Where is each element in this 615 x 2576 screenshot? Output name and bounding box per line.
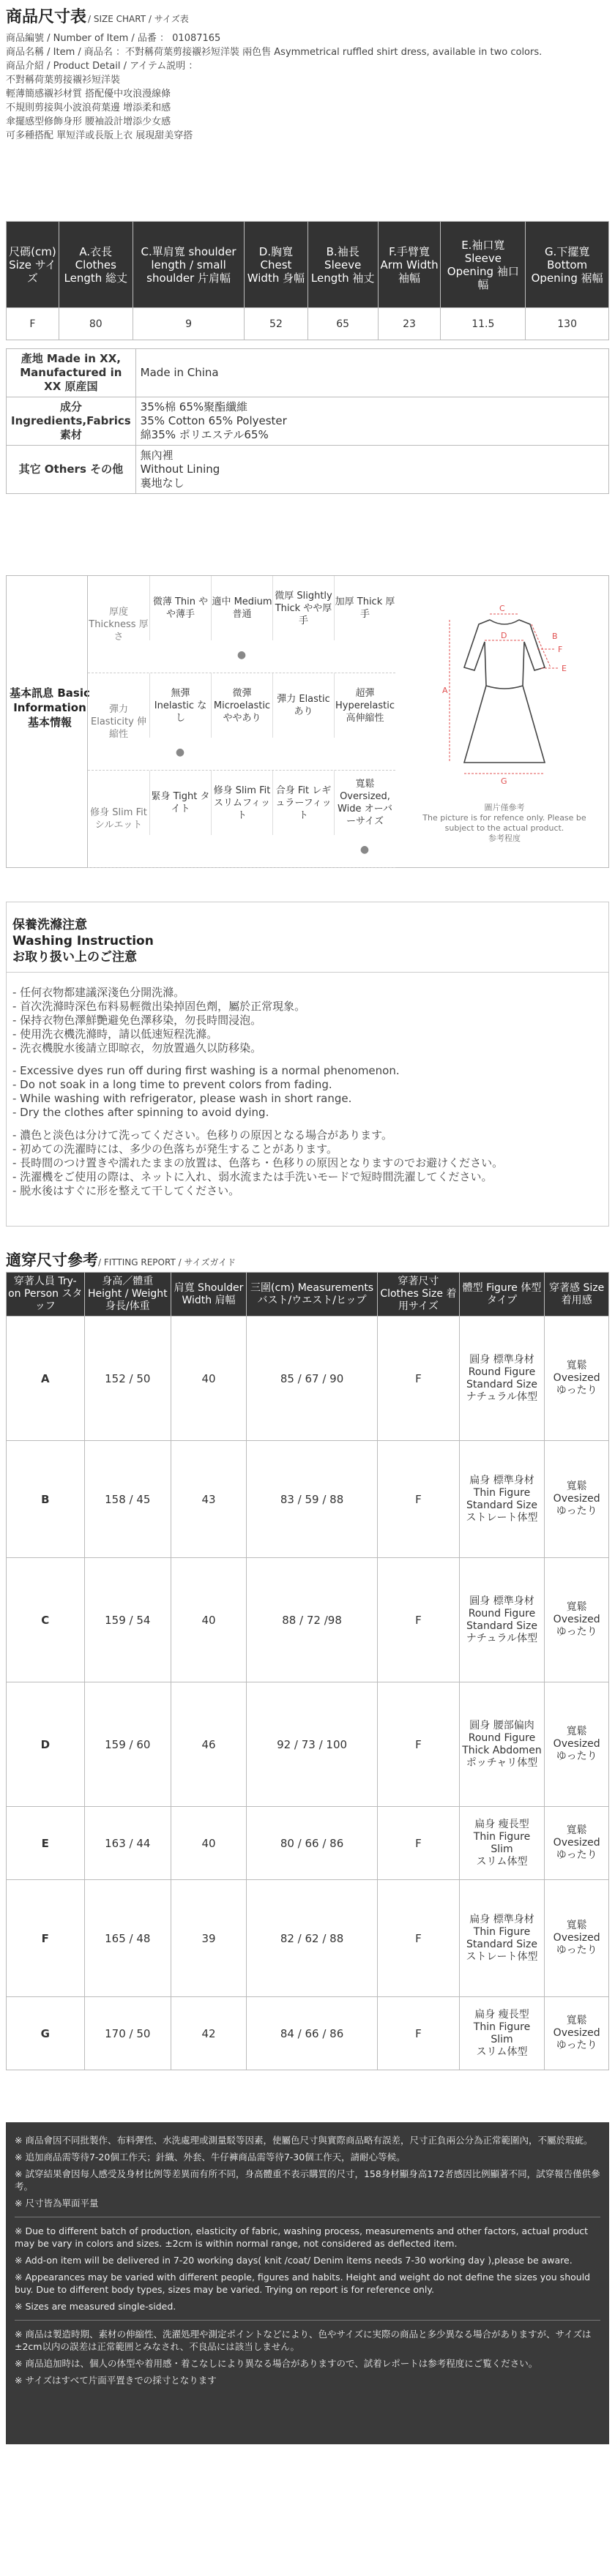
basic-info-option: 微厚 Slightly Thick やや厚手 xyxy=(272,576,334,640)
measurements: 85 / 67 / 90 xyxy=(247,1317,378,1441)
size-chart-title: 商品尺寸表 xyxy=(6,8,87,26)
fitting-row xyxy=(7,1317,609,1441)
size-chart-header: D.胸寬 Chest Width 身幅 xyxy=(245,222,308,308)
note-line: ※ 試穿結果會因每人感受及身材比例等差異而有所不同，身高體重不表示購買的尺寸，158身材顯身高172者感因比例顯著不同，試穿報告僅供參考。 xyxy=(15,2168,600,2192)
size-chart-cell: 80 xyxy=(59,308,133,340)
fitting-header: 身高／體重 Height / Weight 身長/体重 xyxy=(84,1273,171,1317)
basic-info-row-name: 彈力 Elasticity 伸縮性 xyxy=(91,703,146,740)
shoulder-width: 43 xyxy=(171,1441,247,1558)
note-line: ※ Appearances may be varied with different people, figures and habits. Height and weight do not define the sizes you should buy. Due to different body types, sizes may be varied. Trying on report is for reference only. xyxy=(15,2272,591,2295)
washing-body xyxy=(7,973,608,1211)
garment-diagram xyxy=(417,598,592,844)
washing-line: - 脱水後はすぐに形を整えて干してください。 xyxy=(12,1184,240,1197)
washing-line: - 保持衣物色澤鮮艷避免色澤移染，勿長時間浸泡。 xyxy=(12,1014,262,1027)
description-line: 不對稱荷葉剪接襯衫短洋裝 xyxy=(6,75,121,86)
note-line: ※ 商品は製造時期、素材の伸縮性、洗濯処理や測定ポイントなどにより、色やサイズに実際の商品と多少異なる場合がありますが、サイズは±2cm以内の誤差は正常範囲とみなされ、不良品には該当しません。 xyxy=(15,2329,592,2352)
measurements: 80 / 66 / 86 xyxy=(247,1807,378,1880)
product-extra-table xyxy=(6,348,609,494)
size-chart-cell: 65 xyxy=(308,308,378,340)
extra-row xyxy=(7,349,609,397)
basic-info-option: 微薄 Thin やや薄手 xyxy=(149,576,211,640)
wearing-feel: 寬鬆 Ovesized ゆったり xyxy=(545,1682,609,1807)
washing-line: - 濃色と淡色は分けて洗ってください。色移りの原因となる場合があります。 xyxy=(12,1128,392,1142)
wearing-feel: 寬鬆 Ovesized ゆったり xyxy=(545,1807,609,1880)
washing-line: - 任何衣物都建議深淺色分開洗滌。 xyxy=(12,986,185,999)
extra-value: 35%棉 65%聚酯纖維 35% Cotton 65% Polyester 綿35% ポリエステル65% xyxy=(135,397,608,446)
height-weight: 163 / 44 xyxy=(84,1807,171,1880)
height-weight: 152 / 50 xyxy=(84,1317,171,1441)
basic-info-option: 彈力 Elastic あり xyxy=(272,673,334,738)
fitting-report-heading xyxy=(6,1248,236,1270)
svg-text:C: C xyxy=(499,604,505,613)
clothes-size: F xyxy=(378,1880,460,1997)
fitting-header: 肩寬 Shoulder Width 肩幅 xyxy=(171,1273,247,1317)
person-letter: C xyxy=(7,1558,85,1682)
person-letter: A xyxy=(7,1317,85,1441)
washing-line: - 首次洗滌時深色布料易輕微出染掉固色劑，屬於正常現象。 xyxy=(12,1000,306,1013)
description-line: 輕薄簡感襯衫材質 搭配優中攻浪漫線條 xyxy=(6,89,171,100)
basic-info-option: 緊身 Tight タイト xyxy=(149,771,211,835)
size-chart-header: F.手臂寬 Arm Width 袖幅 xyxy=(378,222,441,308)
fitting-row xyxy=(7,1997,609,2070)
diagram-note: 圖片僅參考 The picture is for refence only. Please be subject to the actual product. 参考程度 xyxy=(422,803,586,843)
svg-text:F: F xyxy=(558,645,563,654)
note-line: ※ Due to different batch of production, elasticity of fabric, washing process, measurements and other factors, actual product may be vary in colors and sizes. ±2cm is within normal range, not considered as deflected item. xyxy=(15,2225,589,2249)
basic-info-row-name: 厚度 Thickness 厚さ xyxy=(89,606,149,643)
fitting-header: 穿著人員 Try-on Person スタッフ xyxy=(7,1273,85,1317)
wearing-feel: 寬鬆 Ovesized ゆったり xyxy=(545,1441,609,1558)
clothes-size: F xyxy=(378,1807,460,1880)
size-chart-body xyxy=(7,308,609,340)
fitting-header: 三圍(cm) Measurements バスト/ウエスト/ヒップ xyxy=(247,1273,378,1317)
product-info xyxy=(6,4,609,143)
basic-info-option: 加厚 Thick 厚手 xyxy=(334,576,395,640)
size-chart-header: E.袖口寬 Sleeve Opening 袖口幅 xyxy=(441,222,526,308)
size-chart-header-row xyxy=(7,222,609,308)
washing-line: - Do not soak in a long time to prevent colors from fading. xyxy=(12,1078,332,1091)
basic-info-option: 超彈 Hyperelastic 高伸縮性 xyxy=(334,673,395,738)
size-chart-cell: F xyxy=(7,308,59,340)
washing-title: 保養洗滌注意 Washing Instruction お取り扱い上のご注意 xyxy=(7,902,608,973)
extra-row xyxy=(7,446,609,494)
fitting-row xyxy=(7,1880,609,1997)
height-weight: 159 / 60 xyxy=(84,1682,171,1807)
basic-info-row xyxy=(88,673,395,771)
person-letter: D xyxy=(7,1682,85,1807)
extra-row xyxy=(7,397,609,446)
figure-type: 扁身 標準身材 Thin Figure Standard Size ストレート体型 xyxy=(459,1880,545,1997)
basic-info-row xyxy=(88,576,395,673)
size-chart-subtitle: / SIZE CHART / サイズ表 xyxy=(88,14,189,24)
note-line: ※ サイズはすべて片面平置きでの採寸となります xyxy=(15,2375,217,2386)
selected-dot-icon: ● xyxy=(359,844,370,855)
size-chart-header: A.衣長 Clothes Length 総丈 xyxy=(59,222,133,308)
height-weight: 165 / 48 xyxy=(84,1880,171,1997)
wearing-feel: 寬鬆 Ovesized ゆったり xyxy=(545,1880,609,1997)
note-line: ※ 追加商品需等待7-20個工作天；針織、外套、牛仔褲商品需等待7-30個工作天，請耐心等候。 xyxy=(15,2152,406,2163)
measurements: 88 / 72 /98 xyxy=(247,1558,378,1682)
size-chart-header: G.下擺寬 Bottom Opening 裾幅 xyxy=(526,222,609,308)
description-line: 商品名稱 / Item / 商品名 ：不對稱荷葉剪接襯衫短洋裝 兩色售 Asymmetrical ruffled shirt dress, available in two colors. xyxy=(6,47,543,58)
clothes-size: F xyxy=(378,1558,460,1682)
measurements: 82 / 62 / 88 xyxy=(247,1880,378,1997)
basic-info-grid xyxy=(87,576,395,867)
person-letter: E xyxy=(7,1807,85,1880)
size-chart-header: 尺碼(cm) Size サイズ xyxy=(7,222,59,308)
basic-info-label: 基本訊息 Basic Information 基本情報 xyxy=(10,686,90,729)
shoulder-width: 40 xyxy=(171,1807,247,1880)
extra-value: Made in China xyxy=(135,349,608,397)
size-chart-cell: 9 xyxy=(133,308,245,340)
figure-type: 圓身 標準身材 Round Figure Standard Size ナチュラル体型 xyxy=(459,1558,545,1682)
figure-type: 圓身 腰部偏肉 Round Figure Thick Abdomen ポッチャリ体型 xyxy=(459,1682,545,1807)
basic-info-option: 合身 Fit レギュラーフィット xyxy=(272,771,334,835)
wearing-feel: 寬鬆 Ovesized ゆったり xyxy=(545,1558,609,1682)
figure-type: 扁身 標準身材 Thin Figure Standard Size ストレート体型 xyxy=(459,1441,545,1558)
washing-instruction xyxy=(6,902,609,1227)
selected-dot-icon: ● xyxy=(236,649,247,661)
basic-info-row xyxy=(88,771,395,868)
note-line: ※ Add-on item will be delivered in 7-20 working days( knit /coat/ Denim items needs 7-30 working day ),please be aware. xyxy=(15,2255,573,2266)
size-chart-table xyxy=(6,221,609,340)
product-description xyxy=(6,31,609,143)
svg-text:D: D xyxy=(501,631,507,640)
description-line: 傘擺感型修飾身形 腰袖設計增添少女感 xyxy=(6,116,171,127)
size-chart-cell: 52 xyxy=(245,308,308,340)
fitting-report-subtitle: / FITTING REPORT / サイズガイド xyxy=(98,1257,236,1268)
basic-info-option: 修身 Slim Fit スリムフィット xyxy=(211,771,272,835)
extra-head: 產地 Made in XX, Manufactured in XX 原産国 xyxy=(7,349,136,397)
person-letter: B xyxy=(7,1441,85,1558)
basic-info-option: 適中 Medium 普通 xyxy=(211,576,272,640)
shoulder-width: 42 xyxy=(171,1997,247,2070)
extra-value: 無內裡 Without Lining 裏地なし xyxy=(135,446,608,494)
wearing-feel: 寬鬆 Ovesized ゆったり xyxy=(545,1997,609,2070)
washing-line: - Excessive dyes run off during first washing is a normal phenomenon. xyxy=(12,1064,400,1077)
selected-dot-icon: ● xyxy=(175,746,185,758)
fitting-header: 穿著尺寸 Clothes Size 着用サイズ xyxy=(378,1273,460,1317)
measurements: 84 / 66 / 86 xyxy=(247,1997,378,2070)
extra-head: 其它 Others その他 xyxy=(7,446,136,494)
fitting-header: 穿著感 Size 着用感 xyxy=(545,1273,609,1317)
clothes-size: F xyxy=(378,1317,460,1441)
description-line: 商品編號 / Number of Item / 品番 ： 01087165 xyxy=(6,33,221,44)
size-chart-cell: 23 xyxy=(378,308,441,340)
description-line: 可多種搭配 單短洋或長版上衣 展現甜美穿搭 xyxy=(6,130,193,141)
height-weight: 158 / 45 xyxy=(84,1441,171,1558)
fitting-header-row xyxy=(7,1273,609,1317)
svg-text:E: E xyxy=(562,664,567,673)
extra-head: 成分 Ingredients,Fabrics 素材 xyxy=(7,397,136,446)
size-chart-cell: 130 xyxy=(526,308,609,340)
figure-type: 圓身 標準身材 Round Figure Standard Size ナチュラル体型 xyxy=(459,1317,545,1441)
figure-type: 扁身 瘦長型 Thin Figure Slim スリム体型 xyxy=(459,1807,545,1880)
fitting-row xyxy=(7,1682,609,1807)
shoulder-width: 40 xyxy=(171,1558,247,1682)
basic-info-option: 無彈 Inelastic なし xyxy=(149,673,211,738)
basic-info-option: 微彈 Microelastic ややあり xyxy=(211,673,272,738)
description-line: 不規則剪接與小波浪荷葉邊 增添柔和感 xyxy=(6,102,171,113)
svg-text:B: B xyxy=(552,632,558,641)
size-chart-row xyxy=(7,308,609,340)
size-chart-header: B.袖長 Sleeve Length 袖丈 xyxy=(308,222,378,308)
washing-line: - 洗濯機をご使用の際は、ネットに入れ、弱水流または手洗いモードで短時間洗濯してください。 xyxy=(12,1170,493,1183)
measurements: 92 / 73 / 100 xyxy=(247,1682,378,1807)
fitting-row xyxy=(7,1441,609,1558)
washing-line: - While washing with refrigerator, please wash in short range. xyxy=(12,1092,352,1105)
basic-info-row-name: 修身 Slim Fit シルエット xyxy=(90,807,147,831)
washing-line: - 洗衣機脫水後請立即晾衣，勿放置過久以防移染。 xyxy=(12,1041,262,1055)
fitting-report-table xyxy=(6,1272,609,2070)
basic-information xyxy=(6,575,609,868)
figure-type: 扁身 瘦長型 Thin Figure Slim スリム体型 xyxy=(459,1997,545,2070)
washing-line: - 初めての洗濯時には、多少の色落ちが発生することがあります。 xyxy=(12,1142,338,1156)
washing-line: - 使用洗衣機洗滌時，請以低速短程洗滌。 xyxy=(12,1027,218,1041)
person-letter: F xyxy=(7,1880,85,1997)
note-line: ※ 商品會因不同批製作、布料彈性、水洗處理或測量駁等因素，使屬色尺寸與實際商品略有誤差，尺寸正負兩公分為正常範圍內，不屬於瑕疵。 xyxy=(15,2135,593,2146)
notes-panel xyxy=(6,2122,609,2444)
fitting-row xyxy=(7,1807,609,1880)
shoulder-width: 40 xyxy=(171,1317,247,1441)
person-letter: G xyxy=(7,1997,85,2070)
clothes-size: F xyxy=(378,1997,460,2070)
shoulder-width: 46 xyxy=(171,1682,247,1807)
size-chart-cell: 11.5 xyxy=(441,308,526,340)
fitting-row xyxy=(7,1558,609,1682)
clothes-size: F xyxy=(378,1682,460,1807)
note-line: ※ 商品追加時は、個人の体型や着用感・着こなしにより異なる場合がありますので、試着レポートは参考程度にご覧ください。 xyxy=(15,2358,538,2369)
size-chart-heading xyxy=(6,4,609,27)
height-weight: 170 / 50 xyxy=(84,1997,171,2070)
size-chart-header: C.單肩寬 shoulder length / small shoulder 片肩幅 xyxy=(133,222,245,308)
fitting-report-title: 適穿尺寸參考 xyxy=(6,1251,98,1269)
note-line: ※ Sizes are measured single-sided. xyxy=(15,2301,176,2312)
washing-line: - 長時間のつけ置きや濡れたままの放置は、色落ち・色移りの原因となりますのでお避けください。 xyxy=(12,1156,504,1169)
measurements: 83 / 59 / 88 xyxy=(247,1441,378,1558)
shoulder-width: 39 xyxy=(171,1880,247,1997)
note-line: ※ 尺寸皆為單面平量 xyxy=(15,2198,99,2209)
basic-info-option: 寬鬆 Oversized, Wide オーバーサイズ xyxy=(334,771,395,835)
description-line: 商品介紹 / Product Detail / アイテム説明 ： xyxy=(6,61,198,72)
height-weight: 159 / 54 xyxy=(84,1558,171,1682)
wearing-feel: 寬鬆 Ovesized ゆったり xyxy=(545,1317,609,1441)
svg-text:G: G xyxy=(501,776,507,786)
clothes-size: F xyxy=(378,1441,460,1558)
fitting-header: 體型 Figure 体型タイプ xyxy=(459,1273,545,1317)
washing-line: - Dry the clothes after spinning to avoid dying. xyxy=(12,1106,269,1119)
dress-diagram-icon xyxy=(420,598,589,803)
svg-text:A: A xyxy=(442,686,448,695)
